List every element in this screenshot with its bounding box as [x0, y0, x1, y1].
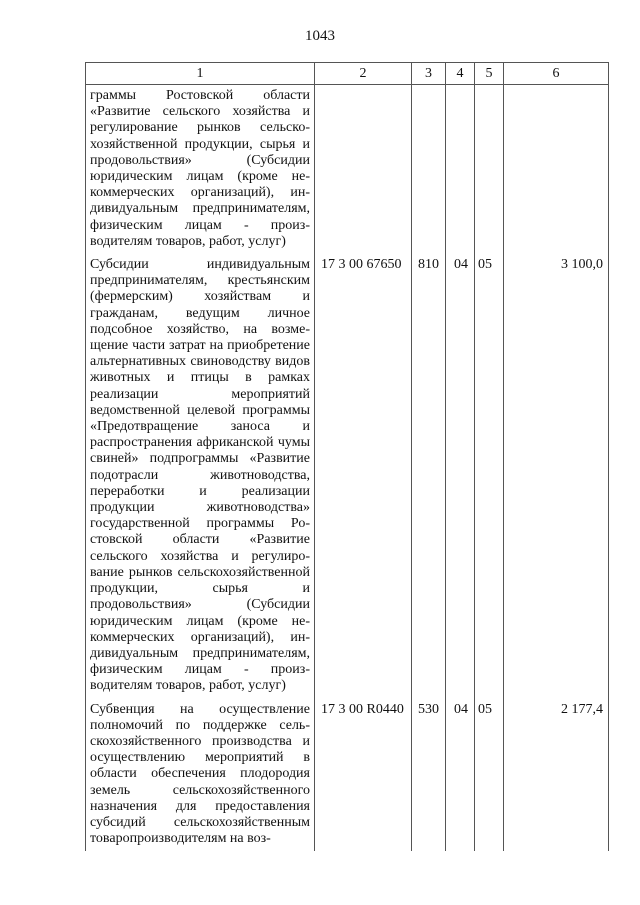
row-section: 04 [446, 254, 475, 698]
row-code: 17 3 00 R0440 [315, 699, 412, 852]
header-col-pr: 5 [475, 63, 504, 85]
row-sum: 2 177,4 [504, 699, 609, 852]
header-row [86, 63, 609, 85]
row-name: Субсидии индивидуальным предпринимателям, крестьянским (фермерским) хозяйствам и гражданам, ведущим личное подсобное хозяйство, на возмещение части затрат на приобретение альтернативных свиноводству видов животных и птицы в рамках реализации мероприятий ведомственной целевой программы «Предотвращение заноса и распространения африканской чумы свиней» подпрограммы «Развитие подотрасли животноводства, переработки и реализации продукции животноводства» государственной программы Ростовской области «Развитие сельского хозяйства и регулирование рынков сельскохозяйственной продукции, сырья и продовольствия» (Субсидии юридическим лицам (кроме некоммерческих организаций), индивидуальным предпринимателям, физическим лицам - производителям товаров, работ, услуг) [86, 254, 315, 698]
row-name: Субвенция на осуществление полномочий по поддержке сельскохозяйственного производства и осуществлению мероприятий в области обеспечения плодородия земель сельскохозяйственного назначения для предоставления субсидий сельскохозяйственным товаропроизводителям на воз- [86, 699, 315, 852]
header-col-sum: 6 [504, 63, 609, 85]
row-subsection [475, 85, 504, 255]
page-number: 1043 [305, 28, 335, 44]
row-sum: 3 100,0 [504, 254, 609, 698]
budget-table [85, 62, 609, 851]
header-col-code: 2 [315, 63, 412, 85]
header-col-vr: 3 [412, 63, 446, 85]
table-row [86, 254, 609, 698]
row-code [315, 85, 412, 255]
table-row [86, 699, 609, 852]
row-section: 04 [446, 699, 475, 852]
header-col-name: 1 [86, 63, 315, 85]
row-expense-type: 530 [412, 699, 446, 852]
row-name: граммы Ростовской области «Развитие сельского хозяйства и регулирование рынков сельскохозяйственной продукции, сырья и продовольствия» (Субсидии юридическим лицам (кроме некоммерческих организаций), индивидуальным предпринимателям, физическим лицам - производителям товаров, работ, услуг) [86, 85, 315, 255]
row-subsection: 05 [475, 254, 504, 698]
row-expense-type: 810 [412, 254, 446, 698]
header-col-rz: 4 [446, 63, 475, 85]
row-subsection: 05 [475, 699, 504, 852]
row-code: 17 3 00 67650 [315, 254, 412, 698]
row-sum [504, 85, 609, 255]
table-row [86, 85, 609, 255]
row-section [446, 85, 475, 255]
row-expense-type [412, 85, 446, 255]
